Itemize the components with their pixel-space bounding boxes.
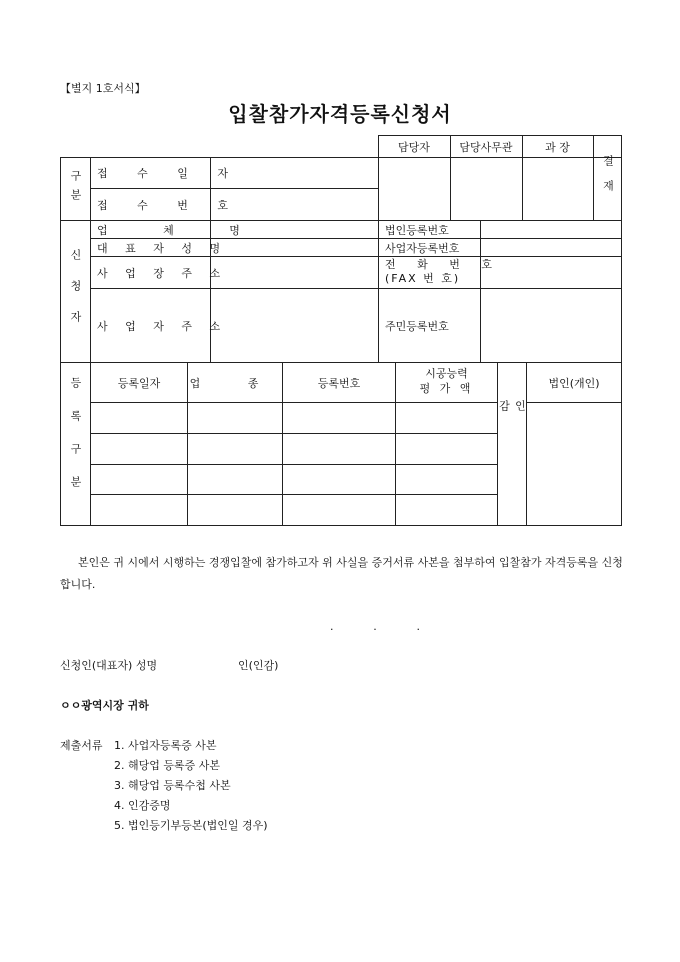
document-item: 1. 사업자등록증 사본 [114,739,217,752]
reception-number-label: 접 수 번 호 [97,198,241,212]
approval-col-manager: 과 장 [545,140,570,154]
col-industry: 업 종 [189,376,281,390]
phone-fax-label [385,258,501,288]
representative-name-field[interactable] [211,239,378,256]
section-applicant-label [60,240,90,350]
section-applicant-text: 신청자 [69,248,82,342]
col-reg-number: 등록번호 [317,376,361,390]
reception-date-field[interactable] [211,158,378,188]
biz-reg-no-field[interactable] [481,239,621,256]
date-dot-day: . [416,620,420,633]
seal-stamp-area[interactable] [527,403,621,525]
reception-date-label: 접 수 일 자 [97,167,241,180]
resident-no-label: 주민등록번호 [385,319,449,333]
application-statement: 본인은 귀 시에서 시행하는 경쟁입찰에 참가하고자 위 사실을 증거서류 사본을 첨부하여 입찰참가 자격등록을 신청합니다. [60,556,623,591]
seal-mark-label: 인(인감) [238,659,279,672]
col-capacity-line2: 평 가 액 [419,382,474,395]
documents-label: 제출서류 [60,739,103,752]
seal-label [497,400,526,492]
business-address-field[interactable] [211,257,378,288]
corp-reg-no-field[interactable] [481,221,621,238]
approval-sign-staff[interactable] [379,158,450,220]
table-row[interactable] [91,465,497,494]
section-registration-text: 등록구분 [69,376,82,509]
table-row[interactable] [91,403,497,433]
approval-col-staff: 담당자 [398,140,430,154]
document-item: 4. 인감증명 [114,799,171,812]
approval-sign-officer[interactable] [451,158,522,220]
form-number-label: 【별지 1호서식】 [60,82,146,95]
col-capacity [396,366,497,400]
company-name-field[interactable] [211,221,378,238]
page-title: 입찰참가자격등록신청서 [228,102,452,126]
biz-reg-no-label: 사업자등록번호 [385,241,460,255]
owner-address-field[interactable] [211,289,378,362]
applicant-name-label: 신청인(대표자) 성명 [60,659,158,672]
table-row[interactable] [91,434,497,464]
representative-name-label: 대 표 자 성 명 [97,241,228,255]
phone-label: 전 화 번 호 [385,258,501,271]
date-dot-year: . [330,620,334,633]
recipient: ㅇㅇ광역시장 귀하 [60,699,149,712]
date-line[interactable] [330,620,420,633]
seal-label-text: 인감 [497,400,527,461]
phone-fax-field[interactable] [481,257,621,288]
reception-number-field[interactable] [211,189,378,220]
resident-no-field[interactable] [481,289,621,362]
table-row[interactable] [91,495,497,525]
col-reg-date: 등록일자 [117,376,161,390]
owner-address-label: 사 업 자 주 소 [97,319,228,333]
business-address-label: 사 업 장 주 소 [97,266,228,280]
approval-sign-manager[interactable] [523,158,593,220]
section-registration-label [60,375,90,510]
document-item: 3. 해당업 등록수첩 사본 [114,779,231,792]
corp-reg-no-label: 법인등록번호 [385,223,449,237]
document-item: 2. 해당업 등록증 사본 [114,759,220,772]
approval-side-text: 결재 [601,155,615,205]
company-name-label: 업 체 명 [97,223,266,237]
fax-label: (FAX 번 호) [385,272,461,285]
document-item: 5. 법인등기부등본(법인일 경우) [114,819,268,832]
section-gubun-text: 구분 [69,170,82,208]
approval-side-label [594,150,621,210]
corp-personal-label: 법인(개인) [548,376,600,390]
section-gubun-label [60,164,90,214]
col-capacity-line1: 시공능력 [425,367,468,380]
date-dot-month: . [373,620,377,633]
approval-col-officer: 담당사무관 [459,140,513,154]
